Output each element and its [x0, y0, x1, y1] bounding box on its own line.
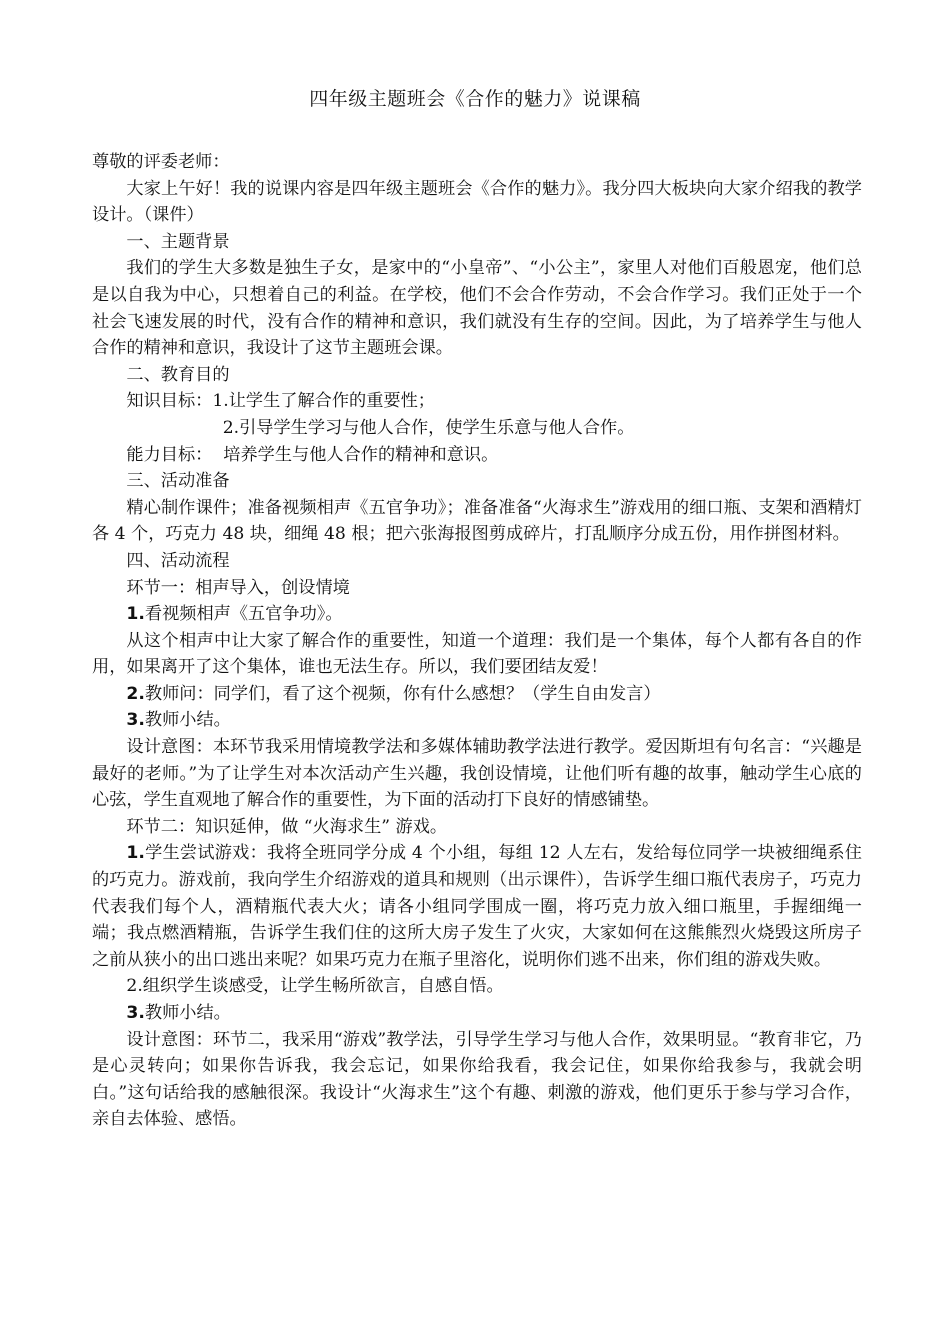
- step2-item-1: [92, 840, 862, 973]
- step1-item-1-text: 看视频相声《五官争功》。: [144, 604, 343, 625]
- step1-heading: 环节一：相声导入，创设情境: [126, 577, 350, 598]
- step2-item-1-number: 1.: [126, 843, 145, 864]
- step2-item-2: 2.组织学生谈感受，让学生畅所欲言，自感自悟。: [126, 976, 504, 997]
- step2-heading: 环节二：知识延伸，做 “火海求生” 游戏。: [126, 816, 448, 837]
- preparation-paragraph: 精心制作课件；准备视频相声《五官争功》；准备准备“火海求生”游戏用的细口瓶、支架和酒精灯各 4 个，巧克力 48 块，细绳 48 根；把六张海报图剪成碎片，打乱顺序分成五份，用作拼图材料。: [92, 497, 862, 545]
- step2-item-3: [92, 1000, 862, 1027]
- step1-design-intent: 设计意图：本环节我采用情境教学法和多媒体辅助教学法进行教学。爱因斯坦有句名言：“兴趣是最好的老师。”为了让学生对本次活动产生兴趣，我创设情境，让他们听有趣的故事，触动学生心底的心弦，学生直观地了解合作的重要性，为下面的活动打下良好的情感铺垫。: [92, 737, 862, 811]
- section-heading-goals: 二、教育目的: [126, 364, 230, 385]
- step1-item-1: [92, 601, 862, 628]
- step1-item-3-text: 教师小结。: [144, 710, 231, 731]
- step1-item-1-number: 1.: [126, 604, 145, 625]
- intro-paragraph: 大家上午好！我的说课内容是四年级主题班会《合作的魅力》。我分四大板块向大家介绍我的教学设计。（课件）: [92, 178, 862, 226]
- step1-item-2-text: 教师问：同学们，看了这个视频，你有什么感想？（学生自由发言）: [144, 683, 661, 704]
- step2-item-1-text: 学生尝试游戏：我将全班同学分成 4 个小组，每组 12 人左右，发给每位同学一块被细绳系住的巧克力。游戏前，我向学生介绍游戏的道具和规则（出示课件），告诉学生细口瓶代表房子，巧克力代表我们每个人，酒精瓶代表大火；请各小组同学围成一圈，将巧克力放入细口瓶里，手握细绳一端；我点燃酒精瓶，告诉学生我们住的这所大房子发生了火灾，大家如何在这熊熊烈火烧毁这所房子之前从狭小的出口逃出来呢？如果巧克力在瓶子里溶化，说明你们逃不出来，你们组的游戏失败。: [92, 843, 862, 970]
- document-body: [92, 149, 862, 1133]
- ability-goal: 能力目标： 培养学生与他人合作的精神和意识。: [126, 444, 499, 465]
- step1-item-2-number: 2.: [126, 683, 145, 704]
- step2-item-3-number: 3.: [126, 1003, 145, 1023]
- section-heading-process: 四、活动流程: [126, 550, 230, 571]
- document-title: 四年级主题班会《合作的魅力》说课稿: [309, 88, 641, 110]
- step2-item-3-text: 教师小结。: [144, 1003, 231, 1023]
- greeting: 尊敬的评委老师：: [92, 152, 230, 172]
- knowledge-goal-2: 2.引导学生学习与他人合作，使学生乐意与他人合作。: [222, 417, 635, 438]
- knowledge-goal-1: 知识目标：1.让学生了解合作的重要性；: [126, 391, 435, 412]
- step1-paragraph: 从这个相声中让大家了解合作的重要性，知道一个道理：我们是一个集体，每个人都有各自的作用，如果离开了这个集体，谁也无法生存。所以，我们要团结友爱！: [92, 630, 862, 678]
- step1-item-3-number: 3.: [126, 710, 145, 731]
- background-paragraph: 我们的学生大多数是独生子女，是家中的“小皇帝”、“小公主”，家里人对他们百般恩宠，他们总是以自我为中心，只想着自己的利益。在学校，他们不会合作劳动，不会合作学习。我们正处于一个社会飞速发展的时代，没有合作的精神和意识，我们就没有生存的空间。因此，为了培养学生与他人合作的精神和意识，我设计了这节主题班会课。: [92, 258, 862, 359]
- step2-design-intent: 设计意图：环节二，我采用“游戏”教学法，引导学生学习与他人合作，效果明显。“教育非它，乃是心灵转向；如果你告诉我，我会忘记，如果你给我看，我会记住，如果你给我参与，我就会明白。”这句话给我的感触很深。我设计“火海求生”这个有趣、刺激的游戏，他们更乐于参与学习合作，亲自去体验、感悟。: [92, 1029, 862, 1130]
- step1-item-2: [92, 681, 862, 708]
- section-heading-background: 一、主题背景: [126, 231, 230, 252]
- section-heading-preparation: 三、活动准备: [126, 471, 230, 492]
- step1-item-3: [92, 707, 862, 734]
